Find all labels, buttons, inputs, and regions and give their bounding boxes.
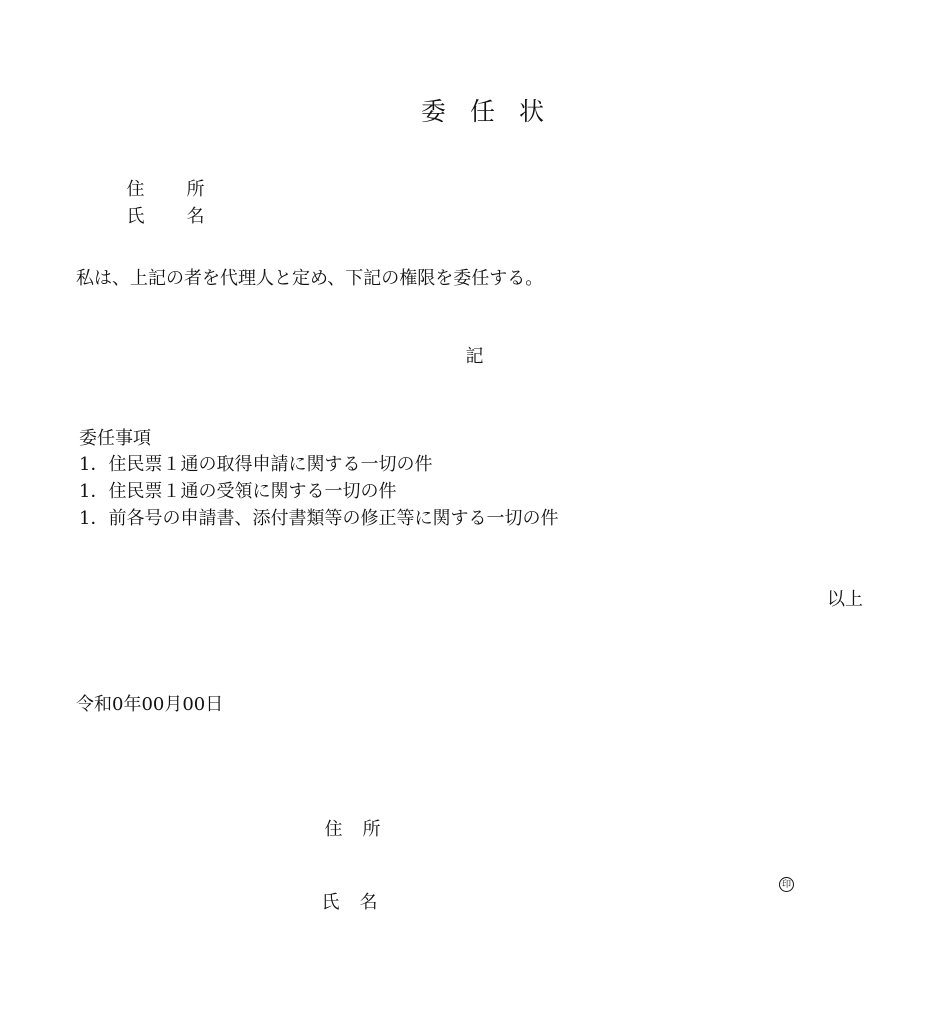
date-text: 令和0年00月00日 [76,694,224,715]
principal-name-label-2: 名 [359,892,378,913]
matter-item-3: 1．前各号の申請書、添付書類等の修正等に関する一切の件 [79,508,559,529]
matter-item-2: 1．住民票１通の受領に関する一切の件 [79,481,397,502]
principal-address-label-1: 住 [324,819,343,840]
agent-name-label [115,190,204,226]
agent-name-label-2: 名 [186,206,205,227]
agent-address-label-1: 住 [126,179,145,200]
principal-name-label [310,876,377,912]
principal-address-label [313,803,380,839]
principal-address-label-2: 所 [362,819,381,840]
matters-heading: 委任事項 [79,428,151,449]
ki-heading: 記 [465,346,484,367]
agent-name-label-1: 氏 [126,206,145,227]
document-title [0,74,949,124]
seal-mark: 印 [779,877,794,892]
title-char-1: 委 [420,97,446,126]
agent-address-label-2: 所 [186,179,205,200]
title-char-3: 状 [518,97,544,126]
principal-name-label-1: 氏 [321,892,340,913]
matter-item-1: 1．住民票１通の取得申請に関する一切の件 [79,454,433,475]
closing-text: 以上 [827,589,863,610]
title-char-2: 任 [469,97,495,126]
delegation-statement: 私は、上記の者を代理人と定め、下記の権限を委任する。 [76,268,544,289]
